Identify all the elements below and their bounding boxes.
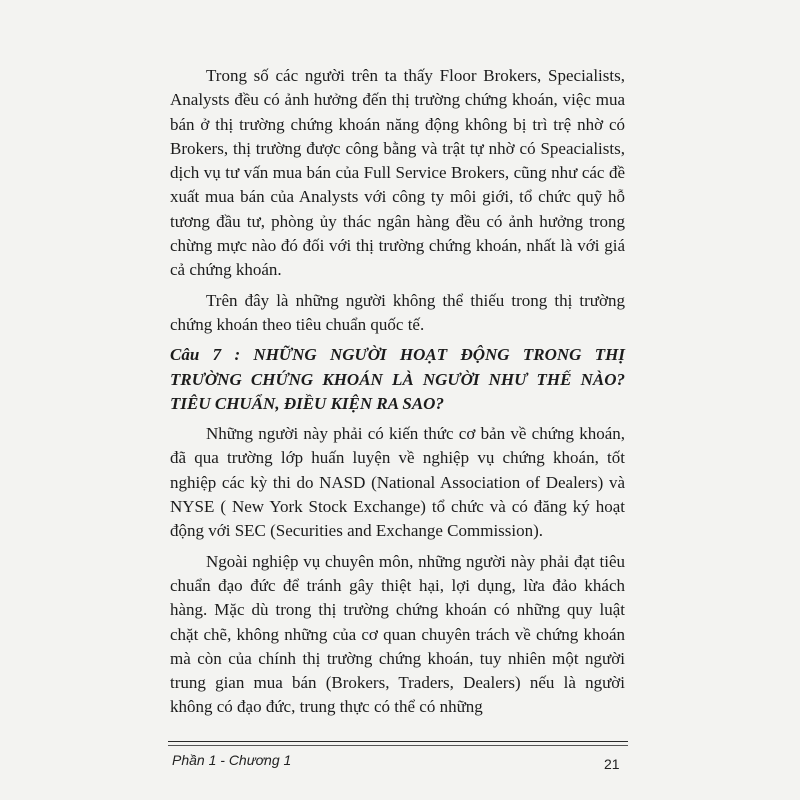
page-number: 21 [604, 756, 620, 772]
body-paragraph-1: Trong số các người trên ta thấy Floor Brokers, Specialists, Analysts đều có ảnh hưởng đến thị trường chứng khoán, việc mua bán ở thị trường chứng khoán năng động không bị trì trệ nhờ có Brokers, thị trường được công bằng và trật tự nhờ có Speacialists, dịch vụ tư vấn mua bán của Full Service Brokers, cũng như các đề xuất mua bán của Analysts với công ty môi giới, tổ chức quỹ hỗ tương đầu tư, phòng ủy thác ngân hàng đều có ảnh hưởng trong chừng mực nào đó đối với thị trường chứng khoán, nhất là với giá cả chứng khoán. [170, 66, 625, 280]
question-heading [170, 343, 625, 416]
footer-section-title: Phần 1 - Chương 1 [172, 752, 292, 768]
body-paragraph-2: Trên đây là những người không thể thiếu trong thị trường chứng khoán theo tiêu chuẩn quốc tế. [170, 290, 625, 334]
question-label: Câu 7 [170, 345, 222, 365]
footer-rule [168, 741, 628, 742]
page-body [170, 64, 625, 726]
body-paragraph-4: Ngoài nghiệp vụ chuyên môn, những người này phải đạt tiêu chuẩn đạo đức để tránh gây thiệt hại, lợi dụng, lừa đảo khách hàng. Mặc dù trong thị trường chứng khoán có những quy luật chặt chẽ, không những của cơ quan chuyên trách về chứng khoán mà còn của chính thị trường chứng khoán, tuy nhiên một người trung gian mua bán (Brokers, Traders, Dealers) nếu là người không có đạo đức, trung thực có thể có những [170, 551, 625, 717]
body-paragraph-3: Những người này phải có kiến thức cơ bản về chứng khoán, đã qua trường lớp huấn luyện về nghiệp vụ chứng khoán, tốt nghiệp các kỳ thi do NASD (National Association of Dealers) và NYSE ( New York Stock Exchange) tổ chức và có đăng ký hoạt động với SEC (Securities and Exchange Commission). [170, 424, 625, 541]
question-text: : NHỮNG NGƯỜI HOẠT ĐỘNG TRONG THỊ TRƯỜNG CHỨNG KHOÁN LÀ NGƯỜI NHƯ THẾ NÀO? TIÊU CHUẨN, ĐIỀU KIỆN RA SAO? [170, 345, 626, 413]
footer-rule-thin [168, 745, 628, 746]
